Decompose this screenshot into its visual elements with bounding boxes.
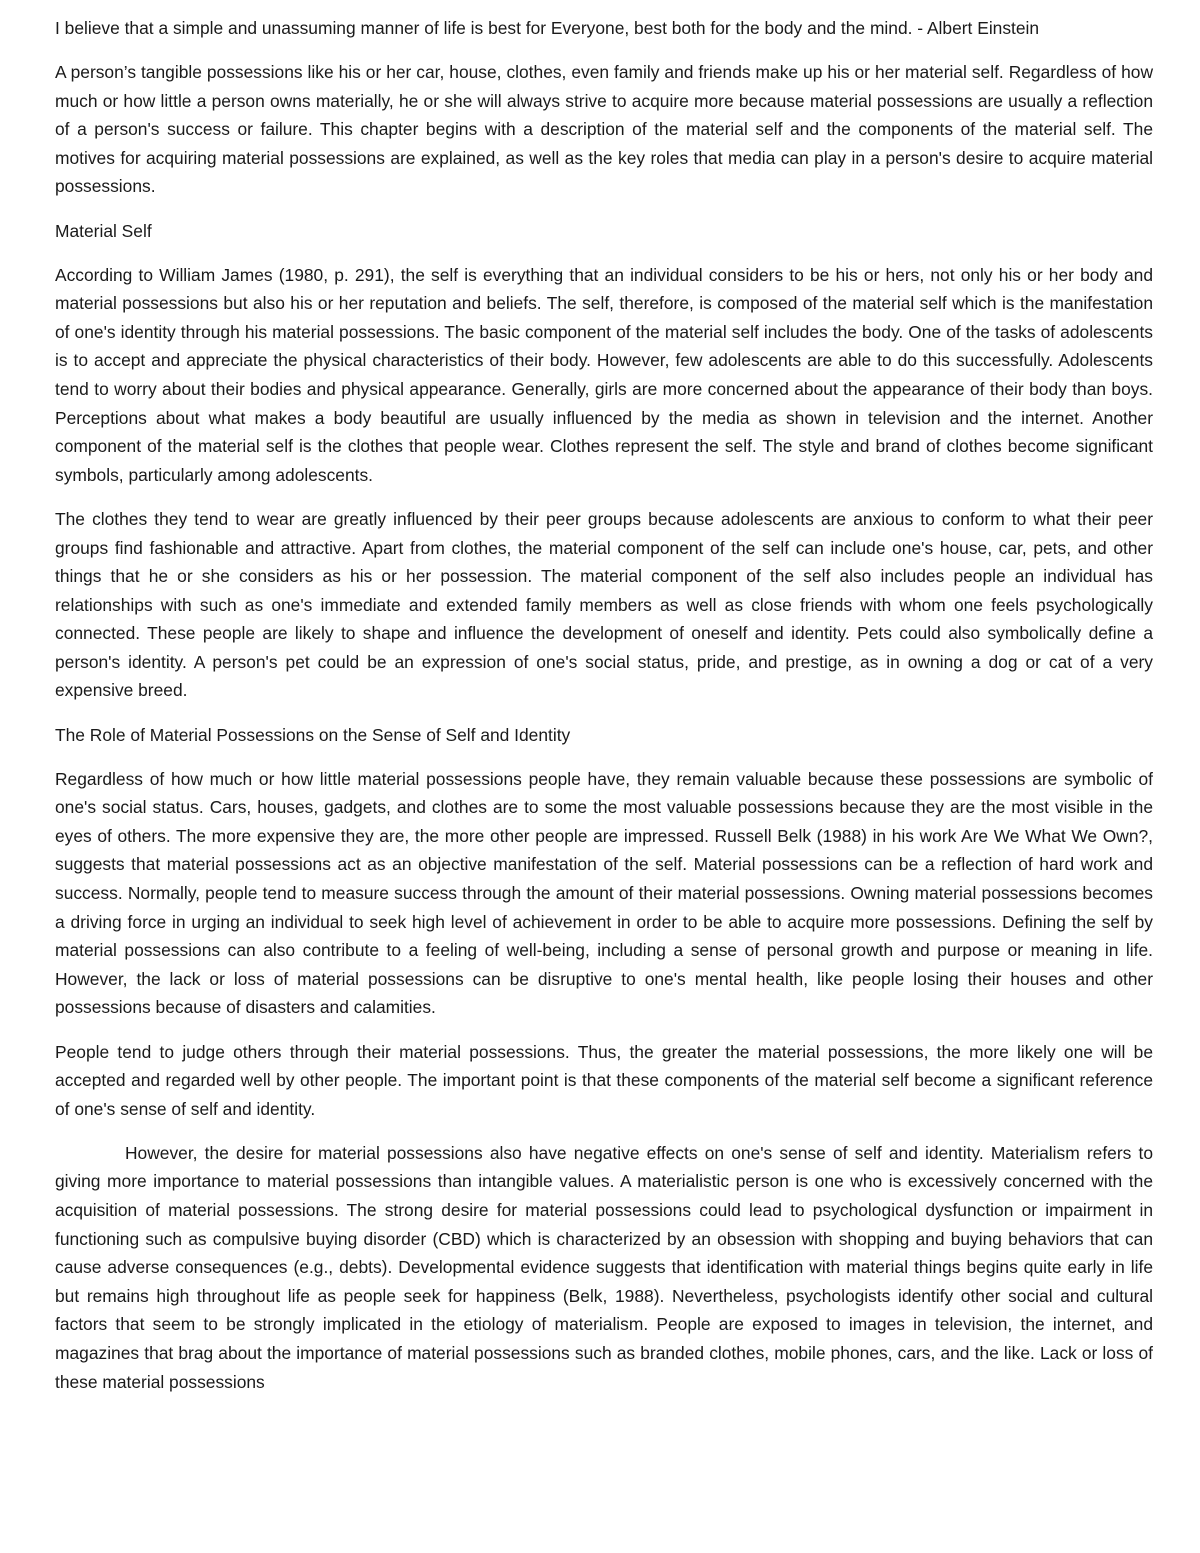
- paragraph-william-james: According to William James (1980, p. 291), the self is everything that an individual considers to be his or hers, not only his or her body and material possessions but also his or her reputation and beliefs. The self, therefore, is composed of the material self which is the manifestation of one's identity through his material possessions. The basic component of the material self includes the body. One of the tasks of adolescents is to accept and appreciate the physical characteristics of their body. However, few adolescents are able to do this successfully. Adolescents tend to worry about their bodies and physical appearance. Generally, girls are more concerned about the appearance of their body than boys. Perceptions about what makes a body beautiful are usually influenced by the media as shown in television and the internet. Another component of the material self is the clothes that people wear. Clothes represent the self. The style and brand of clothes become significant symbols, particularly among adolescents.: [55, 264, 1153, 485]
- paragraph-materialism: However, the desire for material possessions also have negative effects on one's sense of self and identity. Materialism refers to giving more importance to material possessions than intangible values. A materialistic person is one who is excessively concerned with the acquisition of material possessions. The strong desire for material possessions could lead to psychological dysfunction or impairment in functioning such as compulsive buying disorder (CBD) which is characterized by an obsession with shopping and buying behaviors that can cause adverse consequences (e.g., debts). Developmental evidence suggests that identification with material things begins quite early in life but remains high throughout life as people seek for happiness (Belk, 1988). Nevertheless, psychologists identify other social and cultural factors that seem to be strongly implicated in the etiology of materialism. People are exposed to images in television, the internet, and magazines that brag about the importance of material possessions such as branded clothes, mobile phones, cars, and the like. Lack or loss of these material possessions: [55, 1142, 1153, 1392]
- paragraph-judge-others: People tend to judge others through their material possessions. Thus, the greater the material possessions, the more likely one will be accepted and regarded well by other people. The important point is that these components of the material self become a significant reference of one's sense of self and identity.: [55, 1041, 1153, 1119]
- paragraph-regardless: Regardless of how much or how little material possessions people have, they remain valuable because these possessions are symbolic of one's social status. Cars, houses, gadgets, and clothes are to some the most valuable possessions because they are the most visible in the eyes of others. The more expensive they are, the more other people are impressed. Russell Belk (1988) in his work Are We What We Own?, suggests that material possessions act as an objective manifestation of the self. Material possessions can be a reflection of hard work and success. Normally, people tend to measure success through the amount of their material possessions. Owning material possessions becomes a driving force in urging an individual to seek high level of achievement in order to be able to acquire more possessions. Defining the self by material possessions can also contribute to a feeling of well-being, including a sense of personal growth and purpose or meaning in life. However, the lack or loss of material possessions can be disruptive to one's mental health, like people losing their houses and other possessions because of disasters and calamities.: [55, 768, 1153, 1018]
- paragraph-clothes: The clothes they tend to wear are greatly influenced by their peer groups because adolescents are anxious to conform to what their peer groups find fashionable and attractive. Apart from clothes, the material component of the self can include one's house, car, pets, and other things that he or she considers as his or her possession. The material component of the self also includes people an individual has relationships with such as one's immediate and extended family members as well as close friends with whom one feels psychologically connected. These people are likely to shape and influence the development of oneself and identity. Pets could also symbolically define a person's identity. A person's pet could be an expression of one's social status, pride, and prestige, as in owning a dog or cat of a very expensive breed.: [55, 508, 1153, 701]
- section-heading-material-self: Material Self: [55, 220, 152, 241]
- intro-paragraph: A person’s tangible possessions like his or her car, house, clothes, even family and friends make up his or her material self. Regardless of how much or how little a person owns materially, he or she will always strive to acquire more because material possessions are usually a reflection of a person's success or failure. This chapter begins with a description of the material self and the components of the material self. The motives for acquiring material possessions are explained, as well as the key roles that media can play in a person's desire to acquire material possessions.: [55, 62, 1153, 197]
- section-heading-role-of-possessions: The Role of Material Possessions on the Sense of Self and Identity: [55, 724, 571, 745]
- document-page: [55, 14, 1153, 1412]
- epigraph-quote: I believe that a simple and unassuming manner of life is best for Everyone, best both for the body and the mind. - Albert Einstein: [55, 18, 1040, 38]
